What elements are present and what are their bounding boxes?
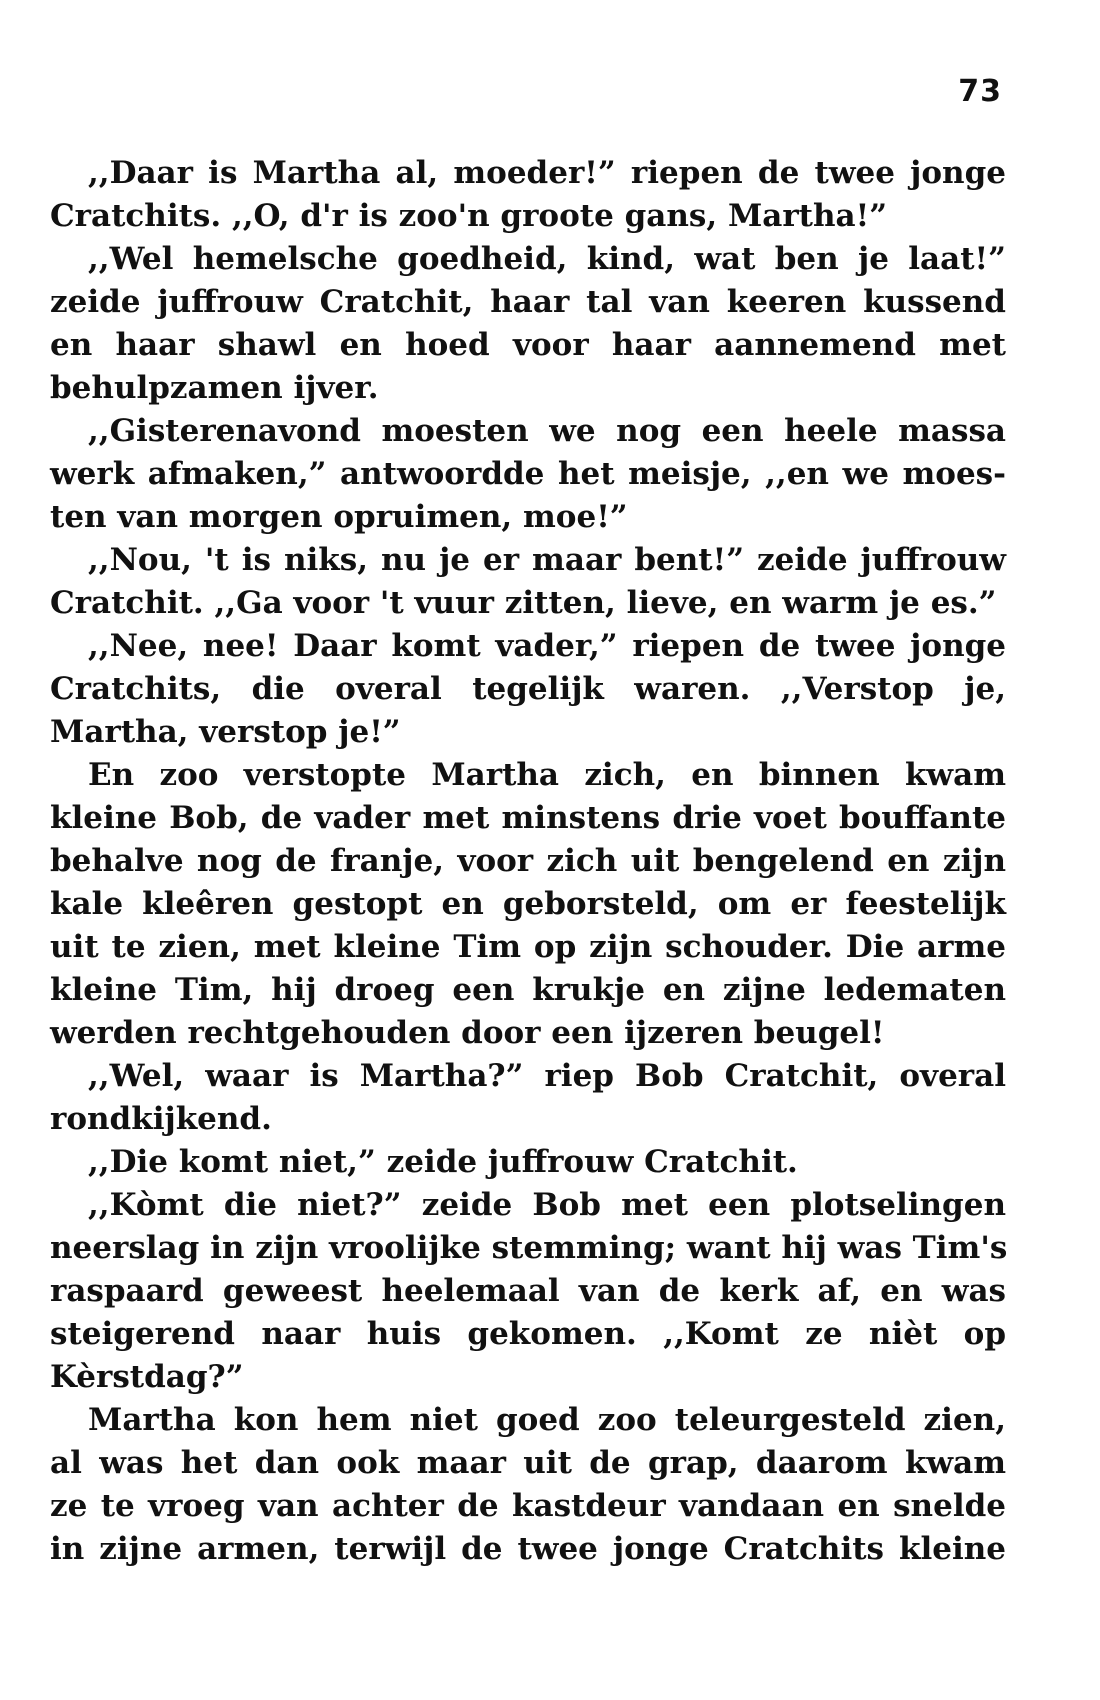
text-line: ,,Wel, waar is Martha?” riep Bob Cratchit, overal (88, 1058, 1006, 1094)
text-line: ,,Kòmt die niet?” zeide Bob met een plotselingen (88, 1187, 1006, 1223)
text-line: ten van morgen opruimen, moe!” (50, 499, 628, 535)
text-line: rondkijkend. (50, 1101, 272, 1137)
text-line: En zoo verstopte Martha zich, en binnen kwam (88, 757, 1006, 793)
text-line: kale kleêren gestopt en geborsteld, om er feestelijk (50, 886, 1006, 922)
text-line: ze te vroeg van achter de kastdeur vandaan en snelde (50, 1488, 1006, 1524)
text-line: in zijne armen, terwijl de twee jonge Cratchits kleine (50, 1531, 1006, 1567)
text-line: Cratchits. ,,O, d'r is zoo'n groote gans, Martha!” (50, 198, 888, 234)
text-line: werk afmaken,” antwoordde het meisje, ,,en we moes- (50, 456, 1006, 492)
text-line: kleine Bob, de vader met minstens drie voet bouffante (50, 800, 1006, 836)
text-line: raspaard geweest heelemaal van de kerk af, en was (50, 1273, 1006, 1309)
text-line: ,,Daar is Martha al, moeder!” riepen de twee jonge (88, 155, 1006, 191)
text-line: werden rechtgehouden door een ijzeren beugel! (50, 1015, 885, 1051)
text-line: Martha, verstop je!” (50, 714, 401, 750)
text-line: steigerend naar huis gekomen. ,,Komt ze nièt op (50, 1316, 1006, 1352)
text-line: ,,Nee, nee! Daar komt vader,” riepen de twee jonge (88, 628, 1006, 664)
text-line: ,,Wel hemelsche goedheid, kind, wat ben je laat!” (88, 241, 1006, 277)
page-number: 73 (958, 74, 1002, 109)
text-line: Kèrstdag?” (50, 1359, 244, 1395)
text-line: neerslag in zijn vroolijke stemming; want hij was Tim's (50, 1230, 1008, 1266)
text-line: behalve nog de franje, voor zich uit bengelend en zijn (50, 843, 1006, 879)
text-line: zeide juffrouw Cratchit, haar tal van keeren kussend (50, 284, 1006, 320)
text-line: Martha kon hem niet goed zoo teleurgesteld zien, (88, 1402, 1006, 1438)
text-line: Cratchit. ,,Ga voor 't vuur zitten, lieve, en warm je es.” (50, 585, 997, 621)
text-line: ,,Die komt niet,” zeide juffrouw Cratchit. (88, 1144, 798, 1180)
text-line: en haar shawl en hoed voor haar aannemend met (50, 327, 1006, 363)
text-line: Cratchits, die overal tegelijk waren. ,,Verstop je, (50, 671, 1006, 707)
body-text (50, 152, 1006, 1571)
text-line: al was het dan ook maar uit de grap, daarom kwam (50, 1445, 1006, 1481)
text-line: ,,Nou, 't is niks, nu je er maar bent!” zeide juffrouw (88, 542, 1006, 578)
text-line: uit te zien, met kleine Tim op zijn schouder. Die arme (50, 929, 1006, 965)
text-line: behulpzamen ijver. (50, 370, 379, 406)
text-line: kleine Tim, hij droeg een krukje en zijne ledematen (50, 972, 1006, 1008)
text-line: ,,Gisterenavond moesten we nog een heele massa (88, 413, 1006, 449)
